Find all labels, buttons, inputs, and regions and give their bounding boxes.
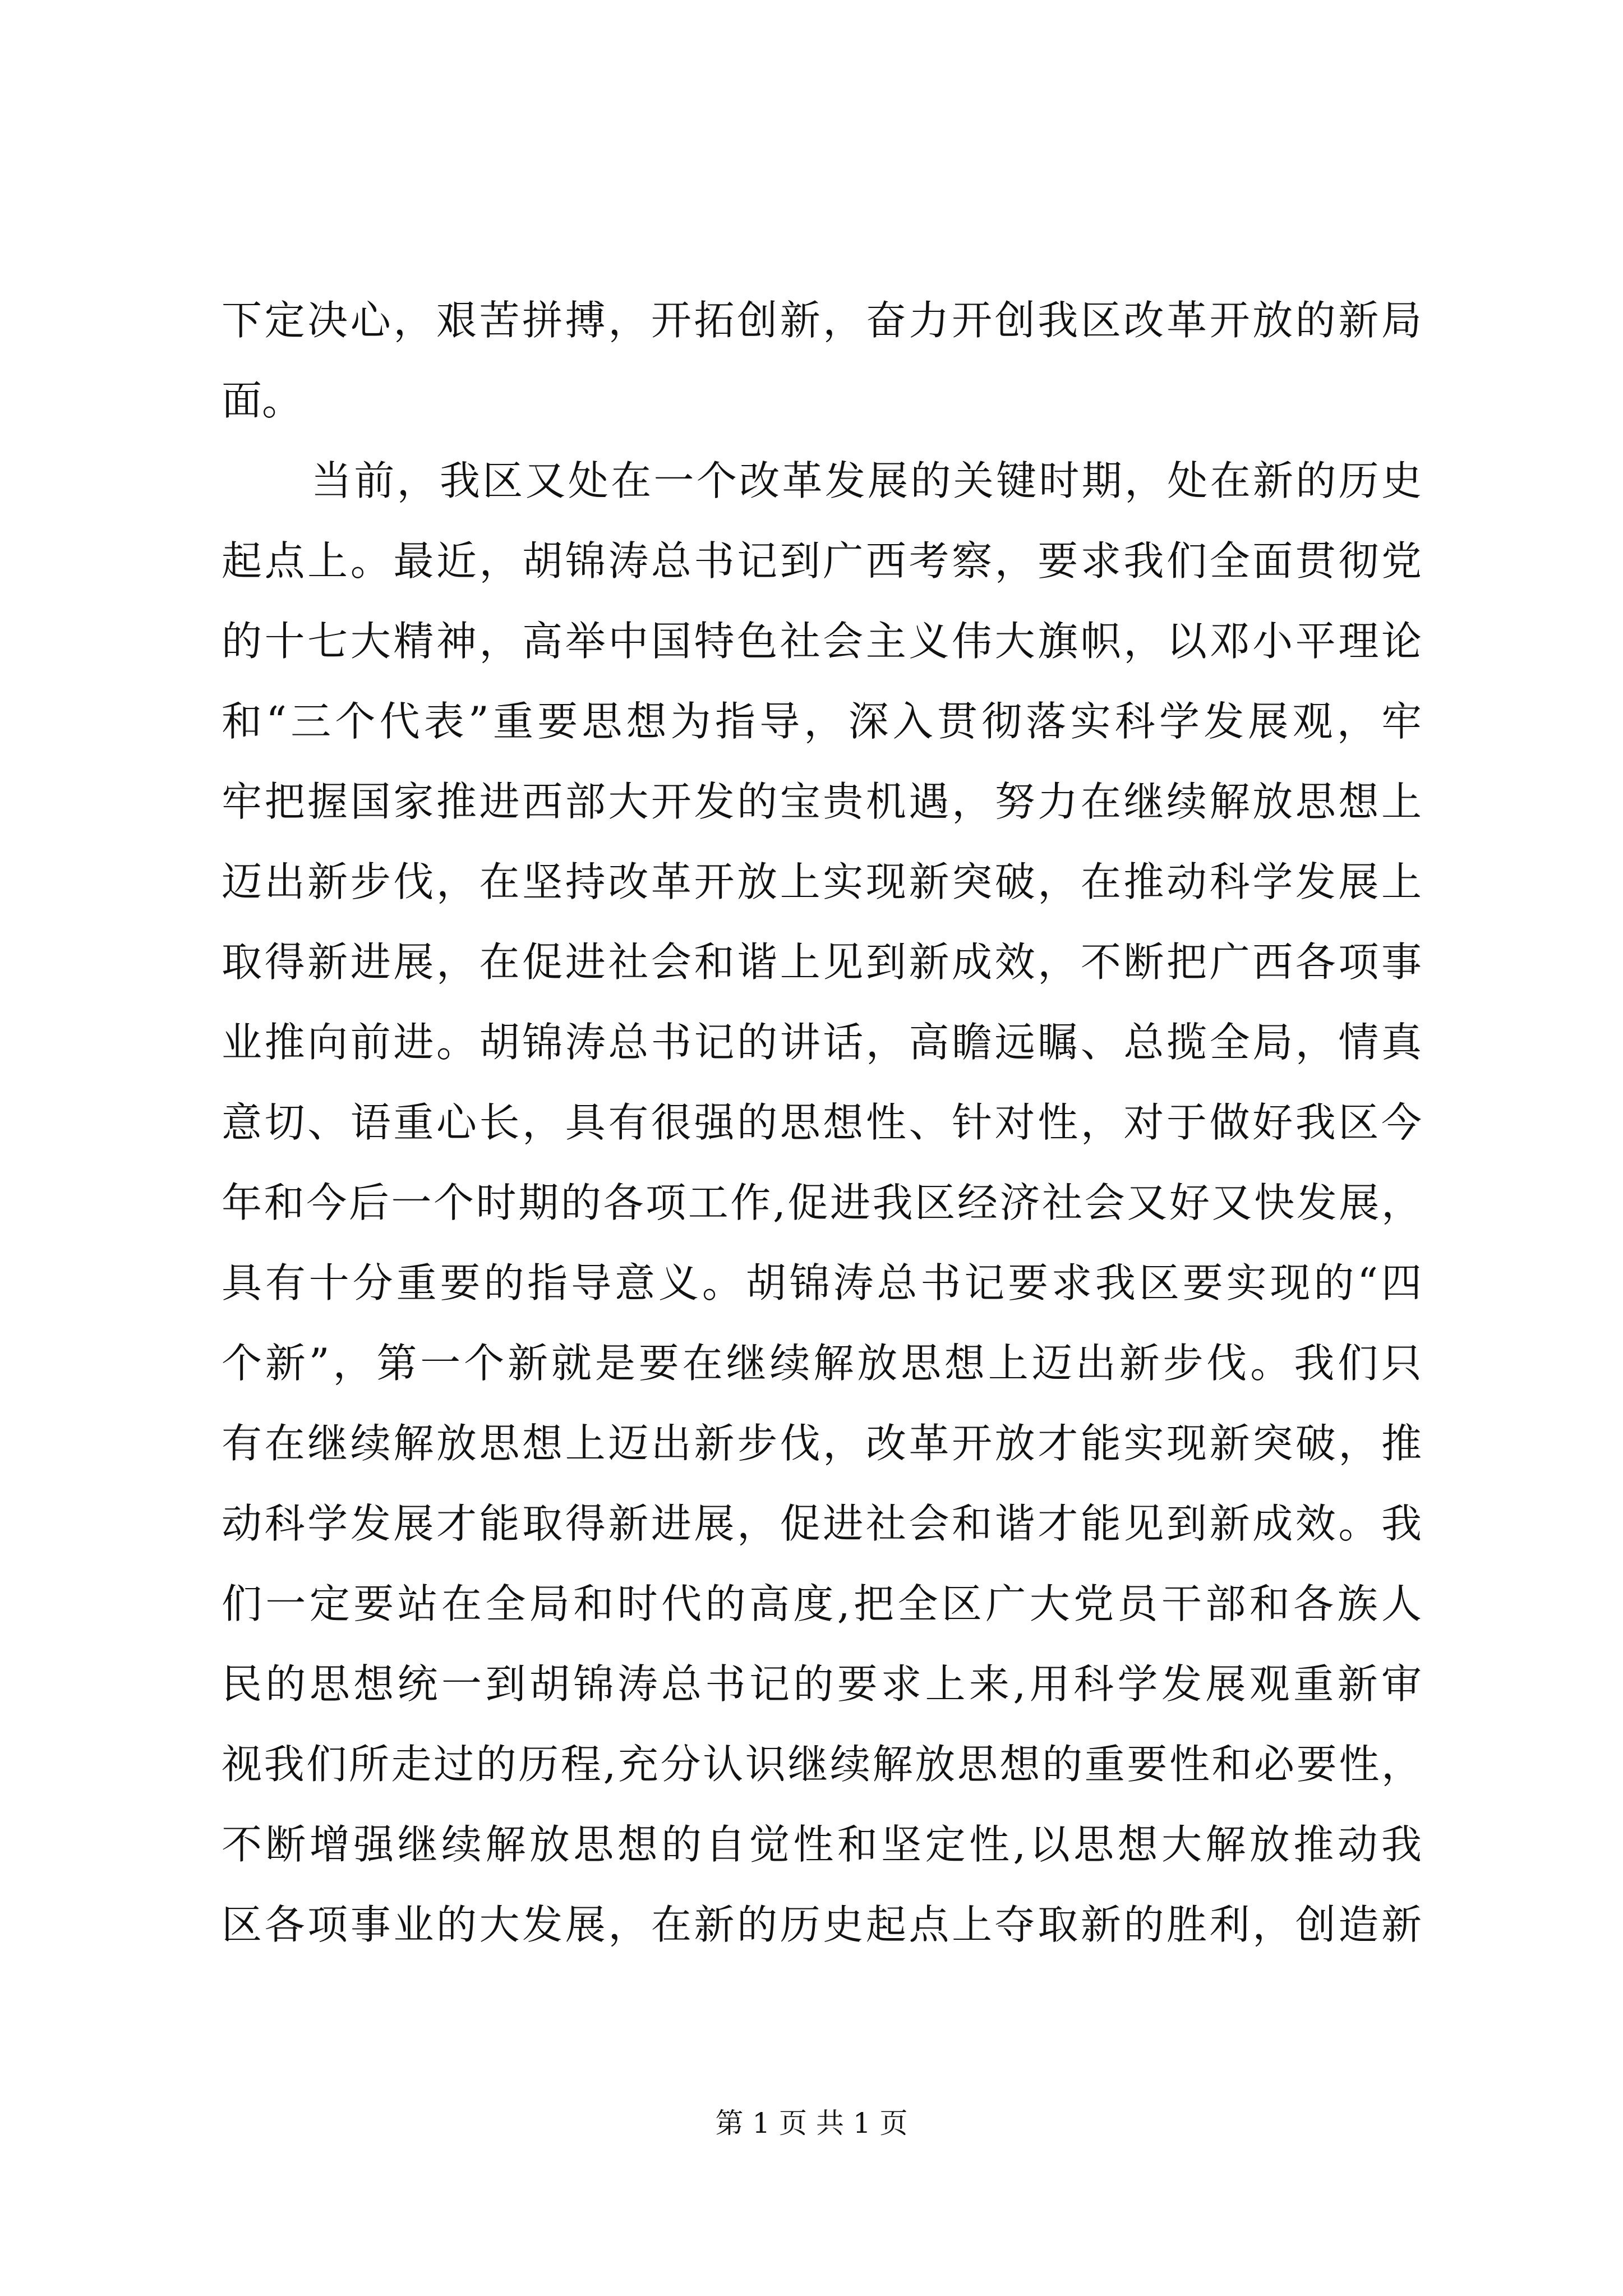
text-line: 个新”，第一个新就是要在继续解放思想上迈出新步伐。我们只: [222, 1340, 1422, 1387]
text-line: 起点上。最近，胡锦涛总书记到广西考察，要求我们全面贯彻党: [222, 537, 1422, 585]
text-line: 迈出新步伐，在坚持改革开放上实现新突破，在推动科学发展上: [222, 858, 1422, 905]
text-line: 动科学发展才能取得新进展，促进社会和谐才能见到新成效。我: [222, 1500, 1422, 1547]
text-line: 当前，我区又处在一个改革发展的关键时期，处在新的历史: [311, 457, 1422, 504]
text-line: 具有十分重要的指导意义。胡锦涛总书记要求我区要实现的“四: [222, 1259, 1422, 1306]
text-line: 牢把握国家推进西部大开发的宝贵机遇，努力在继续解放思想上: [222, 778, 1422, 825]
text-line: 有在继续解放思想上迈出新步伐，改革开放才能实现新突破，推: [222, 1420, 1422, 1467]
text-line: 年和今后一个时期的各项工作,促进我区经济社会又好又快发展，: [222, 1179, 1422, 1226]
body-text: [222, 280, 1422, 1965]
page-footer: 第 1 页 共 1 页: [715, 2107, 908, 2139]
text-line: 面。: [222, 377, 303, 424]
text-line: 意切、语重心长，具有很强的思想性、针对性，对于做好我区今: [222, 1099, 1422, 1146]
text-line: 业推向前进。胡锦涛总书记的讲话，高瞻远瞩、总揽全局，情真: [222, 1019, 1422, 1066]
text-line: 们一定要站在全局和时代的高度,把全区广大党员干部和各族人: [222, 1580, 1422, 1627]
text-line: 和“三个代表”重要思想为指导，深入贯彻落实科学发展观，牢: [222, 698, 1422, 745]
text-line: 不断增强继续解放思想的自觉性和坚定性,以思想大解放推动我: [222, 1821, 1422, 1868]
text-line: 的十七大精神，高举中国特色社会主义伟大旗帜，以邓小平理论: [222, 618, 1422, 665]
text-line: 民的思想统一到胡锦涛总书记的要求上来,用科学发展观重新审: [222, 1660, 1422, 1708]
text-line: 区各项事业的大发展，在新的历史起点上夺取新的胜利，创造新: [222, 1901, 1422, 1948]
text-line: 下定决心，艰苦拼搏，开拓创新，奋力开创我区改革开放的新局: [222, 297, 1422, 344]
text-line: 取得新进展，在促进社会和谐上见到新成效，不断把广西各项事: [222, 938, 1422, 986]
text-line: 视我们所走过的历程,充分认识继续解放思想的重要性和必要性，: [222, 1741, 1422, 1788]
